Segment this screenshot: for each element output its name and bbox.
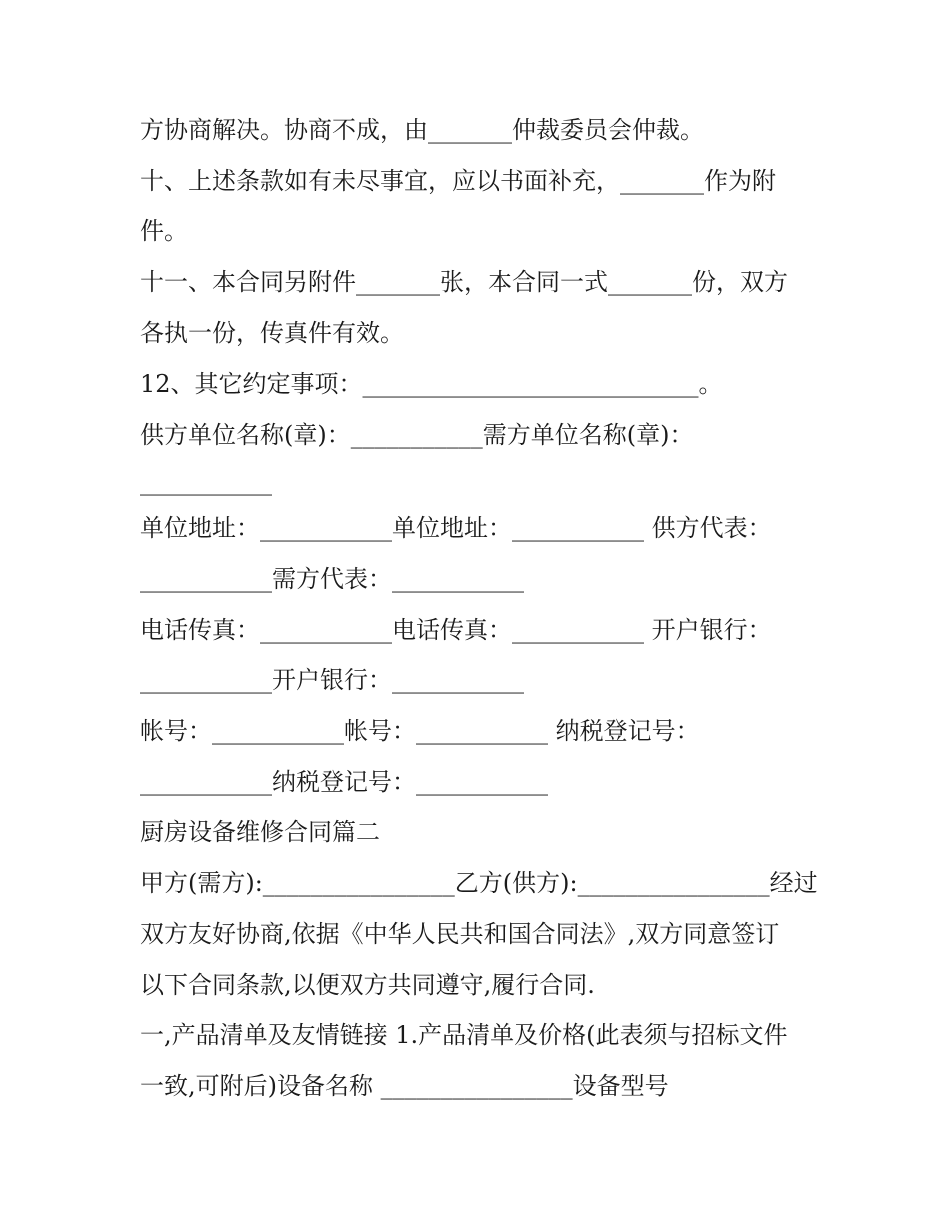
text-line: 12、其它约定事项：____________________________。 xyxy=(140,370,723,398)
text-line: 以下合同条款,以便双方共同遵守,履行合同. xyxy=(140,971,595,999)
text-line: ___________ xyxy=(140,468,272,496)
text-line: 电话传真：___________电话传真：___________ 开户银行： xyxy=(140,616,772,644)
text-line: 件。 xyxy=(140,217,188,245)
text-line: 十一、本合同另附件_______张，本合同一式_______份，双方 xyxy=(140,268,788,296)
text-line: ___________纳税登记号：___________ xyxy=(140,768,548,796)
text-line: 供方单位名称(章)：___________需方单位名称(章)： xyxy=(140,421,694,449)
text-line: 各执一份，传真件有效。 xyxy=(140,319,404,347)
text-line: 帐号：___________帐号：___________ 纳税登记号： xyxy=(140,717,700,745)
text-line: 一致,可附后)设备名称 ________________设备型号 xyxy=(140,1072,669,1100)
text-line: 单位地址：___________单位地址：___________ 供方代表： xyxy=(140,514,772,542)
text-line: 方协商解决。协商不成，由_______仲裁委员会仲裁。 xyxy=(140,116,704,144)
text-line: ___________需方代表：___________ xyxy=(140,565,524,593)
text-line: 十、上述条款如有未尽事宜，应以书面补充，_______作为附 xyxy=(140,167,776,195)
text-line: 甲方(需方):________________乙方(供方):________________经过 xyxy=(140,869,818,897)
text-line: 双方友好协商,依据《中华人民共和国合同法》,双方同意签订 xyxy=(140,920,780,948)
text-line: 一,产品清单及友情链接 1.产品清单及价格(此表须与招标文件 xyxy=(140,1021,788,1049)
section-heading: 厨房设备维修合同篇二 xyxy=(140,818,380,846)
text-line: ___________开户银行：___________ xyxy=(140,666,524,694)
